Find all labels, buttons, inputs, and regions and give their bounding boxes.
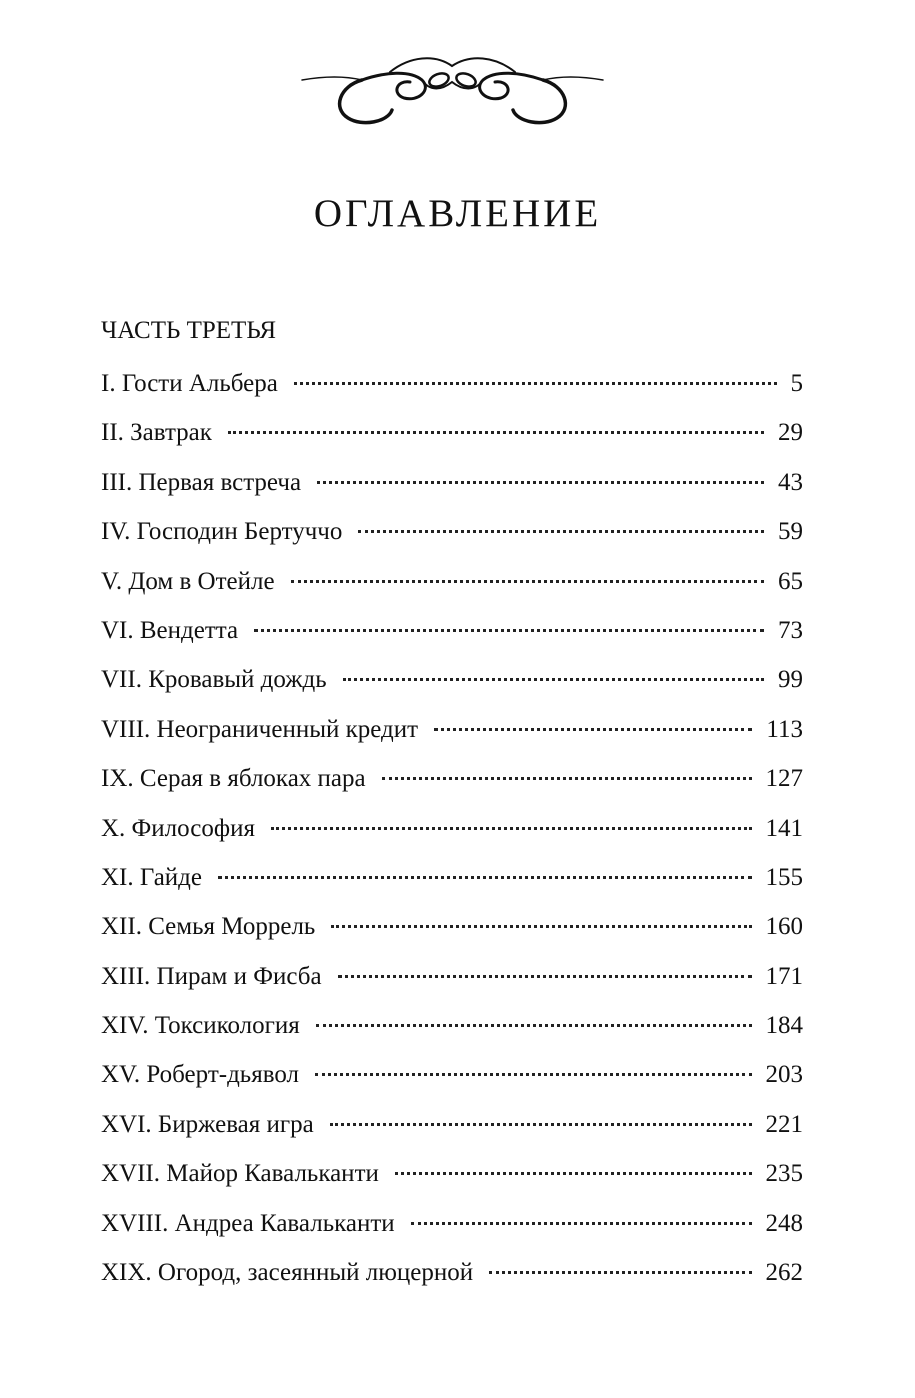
entry-title: XV. Роберт-дьявол [101, 1061, 299, 1089]
toc-entry[interactable] [101, 465, 803, 514]
entry-title: X. Философия [101, 814, 255, 842]
entry-title: VII. Кровавый дождь [101, 666, 327, 694]
toc-entry[interactable] [101, 662, 803, 711]
toc-entry[interactable] [101, 514, 803, 563]
entry-title: I. Гости Альбера [101, 370, 278, 397]
dot-leader [434, 728, 752, 731]
entry-title: V. Дом в Отейле [101, 567, 275, 595]
dot-leader [315, 1073, 752, 1076]
entry-title: IV. Господин Бертуччо [101, 518, 343, 546]
dot-leader [489, 1271, 751, 1274]
toc-entry[interactable] [101, 1255, 803, 1304]
entry-title: XVII. Майор Кавальканти [101, 1160, 379, 1188]
dot-leader [316, 1024, 752, 1027]
page-number: 43 [778, 468, 803, 496]
page-number: 235 [765, 1160, 803, 1188]
entry-title: VIII. Неограниченный кредит [101, 715, 419, 743]
dot-leader [330, 1123, 752, 1126]
page-number: 5 [790, 370, 803, 397]
dot-leader [218, 876, 751, 879]
dot-leader [291, 580, 764, 583]
toc-entry[interactable] [101, 1107, 803, 1156]
toc-entry[interactable] [101, 811, 803, 860]
entry-title: XVI. Биржевая игра [101, 1110, 314, 1138]
part-heading: ЧАСТЬ ТРЕТЬЯ [101, 317, 277, 344]
dot-leader [294, 382, 777, 385]
toc-list [101, 366, 803, 1304]
dot-leader [411, 1222, 752, 1225]
dot-leader [228, 431, 764, 434]
page-number: 73 [778, 616, 803, 644]
dot-leader [358, 530, 764, 533]
dot-leader [338, 975, 752, 978]
entry-title: XIV. Токсикология [101, 1012, 300, 1040]
page-title: ОГЛАВЛЕНИЕ [313, 192, 602, 235]
page-number: 99 [778, 666, 803, 694]
dot-leader [271, 827, 752, 830]
page-number: 127 [765, 765, 803, 793]
scroll-flourish-icon [300, 50, 605, 135]
page-number: 59 [778, 518, 803, 546]
toc-entry[interactable] [101, 1057, 803, 1106]
page-number: 221 [765, 1110, 803, 1138]
entry-title: II. Завтрак [101, 419, 212, 447]
toc-entry[interactable] [101, 366, 803, 415]
dot-leader [343, 678, 764, 681]
page-number: 65 [778, 567, 803, 595]
dot-leader [331, 925, 751, 928]
page-number: 155 [765, 863, 803, 891]
page-number: 248 [765, 1209, 803, 1237]
page-number: 160 [765, 913, 803, 941]
toc-entry[interactable] [101, 860, 803, 909]
dot-leader [254, 629, 764, 632]
dot-leader [395, 1172, 752, 1175]
entry-title: VI. Вендетта [101, 616, 239, 644]
toc-entry[interactable] [101, 1008, 803, 1057]
entry-title: XIX. Огород, засеянный люцерной [101, 1259, 474, 1287]
entry-title: XVIII. Андреа Кавальканти [101, 1209, 395, 1237]
toc-entry[interactable] [101, 761, 803, 810]
entry-title: XIII. Пирам и Фисба [101, 962, 322, 990]
toc-entry[interactable] [101, 909, 803, 958]
toc-entry[interactable] [101, 1156, 803, 1205]
page-number: 171 [765, 962, 803, 990]
dot-leader [317, 481, 764, 484]
page-number: 141 [765, 814, 803, 842]
page-number: 262 [765, 1259, 803, 1287]
page-number: 184 [765, 1012, 803, 1040]
toc-entry[interactable] [101, 613, 803, 662]
entry-title: XI. Гайде [101, 863, 203, 891]
toc-entry[interactable] [101, 712, 803, 761]
toc-entry[interactable] [101, 564, 803, 613]
entry-title: XII. Семья Моррель [101, 913, 316, 941]
toc-entry[interactable] [101, 959, 803, 1008]
page-number: 29 [778, 419, 803, 447]
page-number: 203 [765, 1061, 803, 1089]
page-number: 113 [766, 715, 803, 743]
entry-title: III. Первая встреча [101, 468, 302, 496]
entry-title: IX. Серая в яблоках пара [101, 765, 366, 793]
toc-entry[interactable] [101, 1206, 803, 1255]
toc-entry[interactable] [101, 415, 803, 464]
dot-leader [382, 777, 752, 780]
